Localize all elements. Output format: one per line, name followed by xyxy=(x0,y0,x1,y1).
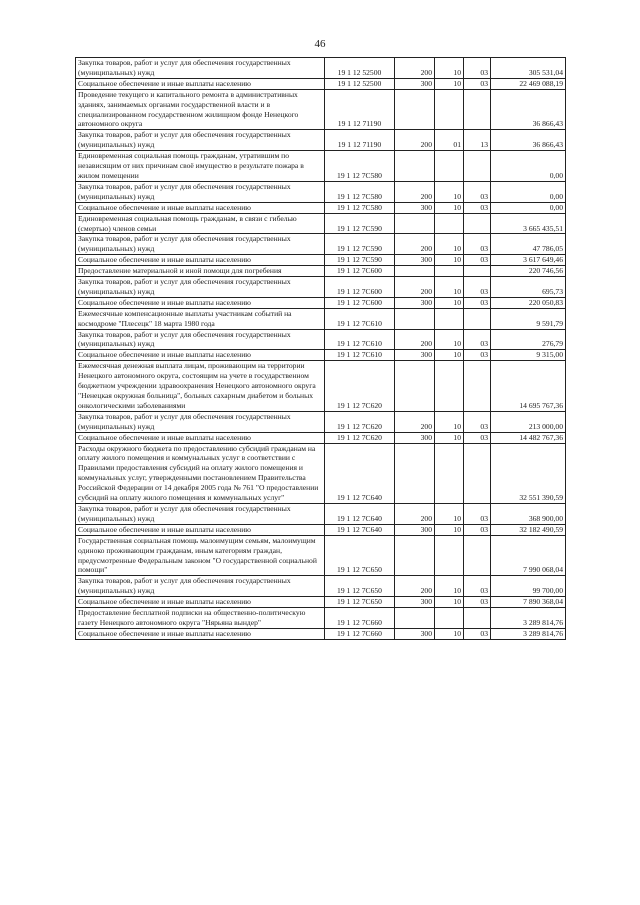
table-row xyxy=(76,443,566,503)
row-name-cell: Закупка товаров, работ и услуг для обеспечения государственных (муниципальных) нужд xyxy=(76,277,325,298)
table-row xyxy=(76,608,566,629)
row-code-cell: 19 1 12 7С610 xyxy=(325,308,395,329)
row-code-cell: 19 1 12 7С580 xyxy=(325,181,395,202)
row-expense-type-cell: 300 xyxy=(395,432,435,443)
row-name-cell: Закупка товаров, работ и услуг для обеспечения государственных (муниципальных) нужд xyxy=(76,329,325,350)
row-amount-cell: 220 746,56 xyxy=(491,266,566,277)
table-row xyxy=(76,297,566,308)
row-name-cell: Закупка товаров, работ и услуг для обеспечения государственных (муниципальных) нужд xyxy=(76,503,325,524)
table-row xyxy=(76,628,566,639)
row-name-cell: Ежемесячные компенсационные выплаты участникам событий на космодроме "Плесецк" 18 марта 1980 года xyxy=(76,308,325,329)
row-expense-type-cell: 300 xyxy=(395,297,435,308)
row-amount-cell: 36 866,43 xyxy=(491,89,566,130)
row-amount-cell: 3 289 814,76 xyxy=(491,628,566,639)
table-row xyxy=(76,255,566,266)
row-expense-type-cell xyxy=(395,608,435,629)
row-expense-type-cell: 200 xyxy=(395,277,435,298)
row-subsection-cell xyxy=(464,213,491,234)
row-subsection-cell: 03 xyxy=(464,524,491,535)
row-amount-cell: 14 695 767,36 xyxy=(491,361,566,412)
row-name-cell: Предоставление материальной и иной помощи для погребения xyxy=(76,266,325,277)
row-section-cell: 10 xyxy=(435,411,464,432)
row-name-cell: Социальное обеспечение и иные выплаты населению xyxy=(76,78,325,89)
row-code-cell: 19 1 12 7С620 xyxy=(325,361,395,412)
row-expense-type-cell: 300 xyxy=(395,597,435,608)
row-name-cell: Государственная социальная помощь малоимущим семьям, малоимущим одиноко проживающим гражданам, иным категориям граждан, предусмотренные Федеральным законом "О государственной социальной помощи" xyxy=(76,535,325,576)
table-row xyxy=(76,535,566,576)
row-section-cell xyxy=(435,443,464,503)
row-name-cell: Закупка товаров, работ и услуг для обеспечения государственных (муниципальных) нужд xyxy=(76,58,325,79)
row-subsection-cell xyxy=(464,308,491,329)
row-subsection-cell: 03 xyxy=(464,234,491,255)
table-row xyxy=(76,576,566,597)
row-expense-type-cell: 200 xyxy=(395,130,435,151)
row-code-cell: 19 1 12 52500 xyxy=(325,78,395,89)
row-code-cell: 19 1 12 7С660 xyxy=(325,608,395,629)
row-amount-cell: 99 700,00 xyxy=(491,576,566,597)
row-section-cell: 10 xyxy=(435,576,464,597)
row-amount-cell: 0,00 xyxy=(491,202,566,213)
row-section-cell: 10 xyxy=(435,597,464,608)
row-amount-cell: 3 665 435,51 xyxy=(491,213,566,234)
row-amount-cell: 305 531,04 xyxy=(491,58,566,79)
row-amount-cell: 47 786,05 xyxy=(491,234,566,255)
row-expense-type-cell: 200 xyxy=(395,329,435,350)
row-amount-cell: 213 000,00 xyxy=(491,411,566,432)
row-amount-cell: 0,00 xyxy=(491,151,566,182)
row-subsection-cell: 03 xyxy=(464,277,491,298)
row-name-cell: Закупка товаров, работ и услуг для обеспечения государственных (муниципальных) нужд xyxy=(76,234,325,255)
table-row xyxy=(76,89,566,130)
row-section-cell: 10 xyxy=(435,234,464,255)
row-subsection-cell: 03 xyxy=(464,181,491,202)
row-name-cell: Закупка товаров, работ и услуг для обеспечения государственных (муниципальных) нужд xyxy=(76,181,325,202)
table-row xyxy=(76,308,566,329)
row-name-cell: Единовременная социальная помощь гражданам, в связи с гибелью (смертью) членов семьи xyxy=(76,213,325,234)
row-section-cell xyxy=(435,266,464,277)
row-name-cell: Социальное обеспечение и иные выплаты населению xyxy=(76,350,325,361)
row-expense-type-cell: 200 xyxy=(395,58,435,79)
row-code-cell: 19 1 12 7С650 xyxy=(325,576,395,597)
row-code-cell: 19 1 12 7С640 xyxy=(325,524,395,535)
row-amount-cell: 36 866,43 xyxy=(491,130,566,151)
row-code-cell: 19 1 12 7С610 xyxy=(325,350,395,361)
table-row xyxy=(76,597,566,608)
row-subsection-cell: 03 xyxy=(464,628,491,639)
table-row xyxy=(76,202,566,213)
row-name-cell: Закупка товаров, работ и услуг для обеспечения государственных (муниципальных) нужд xyxy=(76,130,325,151)
row-code-cell: 19 1 12 7С640 xyxy=(325,443,395,503)
table-row xyxy=(76,58,566,79)
row-expense-type-cell xyxy=(395,266,435,277)
row-amount-cell: 7 890 368,04 xyxy=(491,597,566,608)
row-expense-type-cell xyxy=(395,443,435,503)
row-expense-type-cell xyxy=(395,308,435,329)
row-amount-cell: 7 990 068,04 xyxy=(491,535,566,576)
row-section-cell xyxy=(435,151,464,182)
row-section-cell: 10 xyxy=(435,277,464,298)
table-row xyxy=(76,503,566,524)
row-subsection-cell: 03 xyxy=(464,297,491,308)
row-expense-type-cell: 300 xyxy=(395,350,435,361)
row-code-cell: 19 1 12 7С590 xyxy=(325,213,395,234)
row-section-cell: 10 xyxy=(435,628,464,639)
row-section-cell xyxy=(435,308,464,329)
table-row xyxy=(76,151,566,182)
row-name-cell: Закупка товаров, работ и услуг для обеспечения государственных (муниципальных) нужд xyxy=(76,576,325,597)
row-code-cell: 19 1 12 7С580 xyxy=(325,151,395,182)
table-row xyxy=(76,78,566,89)
row-name-cell: Ежемесячная денежная выплата лицам, проживающим на территории Ненецкого автономного округа, состоящим на учете в государственном бюджетном учреждении здравоохранения Ненецкого автономного округа "Ненецкая окружная больница", больных сахарным диабетом и больных онкологическими заболеваниями xyxy=(76,361,325,412)
table-row xyxy=(76,213,566,234)
row-subsection-cell xyxy=(464,89,491,130)
row-section-cell xyxy=(435,89,464,130)
row-section-cell: 10 xyxy=(435,58,464,79)
table-row xyxy=(76,411,566,432)
row-expense-type-cell: 300 xyxy=(395,524,435,535)
row-subsection-cell: 03 xyxy=(464,597,491,608)
row-code-cell: 19 1 12 71190 xyxy=(325,130,395,151)
row-section-cell: 10 xyxy=(435,329,464,350)
row-section-cell: 10 xyxy=(435,78,464,89)
row-expense-type-cell: 300 xyxy=(395,255,435,266)
table-row xyxy=(76,350,566,361)
row-section-cell xyxy=(435,361,464,412)
row-amount-cell: 14 482 767,36 xyxy=(491,432,566,443)
row-amount-cell: 695,73 xyxy=(491,277,566,298)
row-section-cell xyxy=(435,213,464,234)
row-code-cell: 19 1 12 7С590 xyxy=(325,255,395,266)
table-row xyxy=(76,266,566,277)
table-row xyxy=(76,524,566,535)
row-section-cell xyxy=(435,608,464,629)
row-code-cell: 19 1 12 7С620 xyxy=(325,432,395,443)
row-code-cell: 19 1 12 71190 xyxy=(325,89,395,130)
row-expense-type-cell xyxy=(395,535,435,576)
table-row xyxy=(76,234,566,255)
row-name-cell: Единовременная социальная помощь гражданам, утратившим по независящим от них причинам своё имущество в результате пожара в жилом помещении xyxy=(76,151,325,182)
row-name-cell: Социальное обеспечение и иные выплаты населению xyxy=(76,255,325,266)
row-expense-type-cell: 300 xyxy=(395,78,435,89)
row-expense-type-cell xyxy=(395,361,435,412)
row-code-cell: 19 1 12 7С620 xyxy=(325,411,395,432)
table-row xyxy=(76,432,566,443)
row-subsection-cell: 03 xyxy=(464,255,491,266)
row-subsection-cell: 03 xyxy=(464,329,491,350)
row-subsection-cell: 03 xyxy=(464,202,491,213)
budget-table-body xyxy=(76,58,566,640)
row-amount-cell: 3 289 814,76 xyxy=(491,608,566,629)
row-name-cell: Проведение текущего и капитального ремонта в административных зданиях, занимаемых органами государственной власти и в специализированном государственном жилищном фонде Ненецкого автономного округа xyxy=(76,89,325,130)
row-code-cell: 19 1 12 7С590 xyxy=(325,234,395,255)
table-row xyxy=(76,329,566,350)
row-expense-type-cell xyxy=(395,151,435,182)
table-row xyxy=(76,130,566,151)
row-name-cell: Предоставление бесплатной подписки на общественно-политическую газету Ненецкого автономного округа "Нярьяна вындер" xyxy=(76,608,325,629)
row-section-cell xyxy=(435,535,464,576)
row-amount-cell: 32 182 490,59 xyxy=(491,524,566,535)
row-section-cell: 10 xyxy=(435,202,464,213)
row-subsection-cell: 03 xyxy=(464,576,491,597)
row-subsection-cell xyxy=(464,151,491,182)
row-amount-cell: 276,79 xyxy=(491,329,566,350)
table-row xyxy=(76,361,566,412)
row-name-cell: Социальное обеспечение и иные выплаты населению xyxy=(76,628,325,639)
row-subsection-cell: 13 xyxy=(464,130,491,151)
row-code-cell: 19 1 12 7С600 xyxy=(325,266,395,277)
row-section-cell: 10 xyxy=(435,503,464,524)
row-amount-cell: 0,00 xyxy=(491,181,566,202)
row-code-cell: 19 1 12 7С610 xyxy=(325,329,395,350)
row-name-cell: Расходы окружного бюджета по предоставлению субсидий гражданам на оплату жилого помещения и коммунальных услуг в соответствии с Правилами предоставления субсидий на оплату жилого помещения и коммунальных услуг, утвержденными постановлением Правительства Российской Федерации от 14 декабря 2005 года № 761 "О предоставлении субсидий на оплату жилого помещения и коммунальных услуг" xyxy=(76,443,325,503)
row-subsection-cell xyxy=(464,608,491,629)
row-amount-cell: 9 591,79 xyxy=(491,308,566,329)
row-code-cell: 19 1 12 7С600 xyxy=(325,297,395,308)
row-expense-type-cell: 200 xyxy=(395,411,435,432)
row-subsection-cell: 03 xyxy=(464,432,491,443)
row-section-cell: 10 xyxy=(435,181,464,202)
row-amount-cell: 9 315,00 xyxy=(491,350,566,361)
row-name-cell: Социальное обеспечение и иные выплаты населению xyxy=(76,524,325,535)
row-amount-cell: 368 900,00 xyxy=(491,503,566,524)
row-expense-type-cell: 200 xyxy=(395,181,435,202)
row-code-cell: 19 1 12 52500 xyxy=(325,58,395,79)
row-amount-cell: 3 617 649,46 xyxy=(491,255,566,266)
row-amount-cell: 22 469 088,19 xyxy=(491,78,566,89)
row-name-cell: Социальное обеспечение и иные выплаты населению xyxy=(76,432,325,443)
table-row xyxy=(76,277,566,298)
row-subsection-cell xyxy=(464,535,491,576)
row-code-cell: 19 1 12 7С660 xyxy=(325,628,395,639)
row-subsection-cell: 03 xyxy=(464,78,491,89)
row-subsection-cell xyxy=(464,361,491,412)
row-amount-cell: 220 050,83 xyxy=(491,297,566,308)
row-subsection-cell: 03 xyxy=(464,350,491,361)
page-number: 46 xyxy=(314,38,326,50)
row-section-cell: 01 xyxy=(435,130,464,151)
row-subsection-cell: 03 xyxy=(464,503,491,524)
row-expense-type-cell xyxy=(395,89,435,130)
table-row xyxy=(76,181,566,202)
row-section-cell: 10 xyxy=(435,255,464,266)
row-subsection-cell: 03 xyxy=(464,58,491,79)
row-name-cell: Социальное обеспечение и иные выплаты населению xyxy=(76,297,325,308)
row-code-cell: 19 1 12 7С650 xyxy=(325,535,395,576)
row-expense-type-cell: 300 xyxy=(395,628,435,639)
row-expense-type-cell: 200 xyxy=(395,234,435,255)
row-section-cell: 10 xyxy=(435,524,464,535)
row-section-cell: 10 xyxy=(435,350,464,361)
row-code-cell: 19 1 12 7С650 xyxy=(325,597,395,608)
row-code-cell: 19 1 12 7С600 xyxy=(325,277,395,298)
row-code-cell: 19 1 12 7С640 xyxy=(325,503,395,524)
row-subsection-cell xyxy=(464,266,491,277)
row-expense-type-cell: 300 xyxy=(395,202,435,213)
row-expense-type-cell: 200 xyxy=(395,576,435,597)
row-name-cell: Социальное обеспечение и иные выплаты населению xyxy=(76,597,325,608)
row-section-cell: 10 xyxy=(435,297,464,308)
row-name-cell: Закупка товаров, работ и услуг для обеспечения государственных (муниципальных) нужд xyxy=(76,411,325,432)
row-expense-type-cell: 200 xyxy=(395,503,435,524)
row-subsection-cell xyxy=(464,443,491,503)
row-subsection-cell: 03 xyxy=(464,411,491,432)
row-name-cell: Социальное обеспечение и иные выплаты населению xyxy=(76,202,325,213)
row-section-cell: 10 xyxy=(435,432,464,443)
budget-table xyxy=(75,57,566,640)
row-expense-type-cell xyxy=(395,213,435,234)
row-amount-cell: 32 551 390,59 xyxy=(491,443,566,503)
row-code-cell: 19 1 12 7С580 xyxy=(325,202,395,213)
